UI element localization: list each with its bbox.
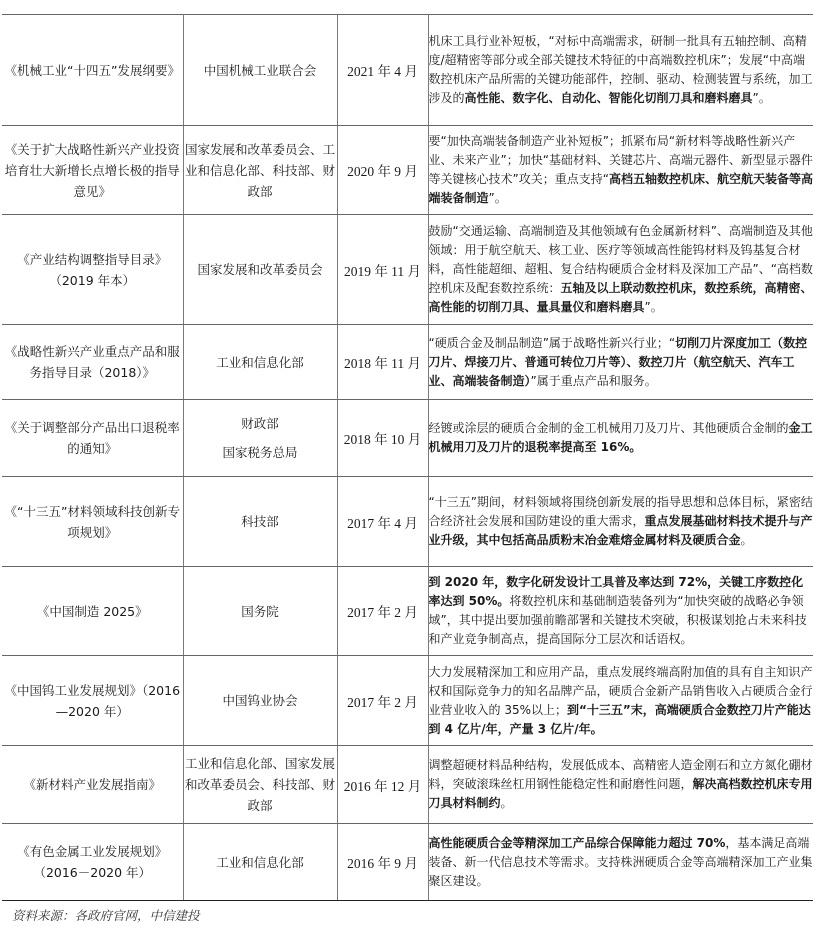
policy-content-cell (428, 567, 813, 656)
content-text: ”。 (644, 300, 663, 314)
content-text: 机床工具行业补短板，“对标中高端需求，研制一批具有五轴控制、高精度/超精密等部分或全部关键技术特征的中高端数控机床”；发展“中高端数控机床产品所需的关键功能部件，控制、驱动、检测装置与系统，加工涉及的 (428, 34, 813, 105)
highlighted-text: 、数控刀片（航空航天、汽车工业、高端装备制造） (428, 354, 795, 388)
issuing-agency-text: 中国机械工业联合会 (203, 62, 317, 78)
content-text: 经镀或涂层的硬质合金制的金工机械用刀及刀片、其他硬质合金制的 (428, 421, 789, 435)
table-row (2, 656, 813, 746)
issue-date-cell: 2018 年 11 月 (337, 325, 428, 400)
source-note: 资料来源：各政府官网，中信建投 (12, 908, 200, 923)
policy-table (2, 14, 813, 901)
policy-name-cell: 《关于调整部分产品出口退税率的通知》 (2, 400, 183, 477)
issuing-agency-cell (183, 15, 337, 126)
issue-date-cell: 2019 年 11 月 (337, 215, 428, 325)
highlighted-text: 高性能硬质合金等精深加工产品综合保障能力超过 70% (428, 835, 726, 850)
issue-date-cell: 2016 年 9 月 (337, 824, 428, 901)
table-row (2, 400, 813, 477)
policy-name-cell: 《产业结构调整指导目录》（2019 年本） (2, 215, 183, 325)
policy-name-cell: 《中国钨工业发展规划》（2016—2020 年） (2, 656, 183, 746)
policy-content-cell (428, 746, 813, 824)
table-row (2, 567, 813, 656)
policy-name-cell: 《新材料产业发展指南》 (2, 746, 183, 824)
content-text: 。 (500, 796, 513, 810)
issuing-agency-text: 财政部 (241, 416, 279, 431)
issuing-agency-text: 国务院 (241, 603, 279, 619)
policy-content-cell (428, 15, 813, 126)
issue-date-cell: 2021 年 4 月 (337, 15, 428, 126)
content-text: ”。 (752, 91, 771, 105)
highlighted-text: 金工机械用刀及刀片的退税率提高至 16%。 (428, 421, 813, 454)
issue-date-cell: 2017 年 4 月 (337, 477, 428, 567)
issuing-agency-cell (183, 824, 337, 901)
table-row (2, 126, 813, 215)
highlighted-text: 高档五轴数控机床、航空航天装备等高端装备制造 (428, 172, 813, 205)
issuing-agency-text: 工业和信息化部 (216, 854, 304, 870)
policy-content-cell (428, 824, 813, 901)
highlighted-text: 到“十三五”末，高端硬质合金数控刀片产能达到 4 亿片/年，产量 3 亿片/年。 (428, 702, 811, 736)
content-text: “硬质合金及制品制造”属于战略性新兴行业；“ (428, 335, 676, 350)
policy-content-cell (428, 126, 813, 215)
content-text: 要“加快高端装备制造产业补短板”；抓紧布局“新材料等战略性新兴产业、未来产业”；加快“基础材料、关键芯片、高端元器件、新型显示器件等关键核心技术”攻关；重点支持“ (428, 134, 813, 186)
content-text: ”。 (488, 191, 507, 205)
highlighted-text: 切削刀片深度加工（数控刀片、焊接刀片、普通可转位刀片等） (428, 335, 808, 369)
issuing-agency-text: 科技部 (241, 514, 279, 529)
highlighted-text: 重点发展基础材料技术提升与产业升级，其中包括高品质粉末冶金难熔金属材料及硬质合金 (428, 514, 813, 547)
policy-name-cell: 《机械工业“十四五”发展纲要》 (2, 15, 183, 126)
content-text: 鼓励“交通运输、高端制造及其他领域有色金属新材料”、高端制造及其他领域：用于航空航天、核工业、医疗等领域高性能钨材料及钨基复合材料，高性能超细、超粗、复合结构硬质合金材料及深加工产品”、“高档数控机床及配套数控系统： (428, 224, 813, 295)
policy-content-cell (428, 400, 813, 477)
policy-name-cell: 《有色金属工业发展规划》（2016－2020 年） (2, 824, 183, 901)
policy-content-cell (428, 656, 813, 746)
content-text: ”属于重点产品和服务。 (530, 373, 657, 388)
issue-date-cell: 2018 年 10 月 (337, 400, 428, 477)
issuing-agency-text: 国家发展和改革委员会、工业和信息化部、科技部、财政部 (184, 141, 335, 199)
issue-date-cell: 2020 年 9 月 (337, 126, 428, 215)
issuing-agency-cell (183, 325, 337, 400)
highlighted-text: 高性能、数字化、自动化、智能化切削刀具和磨料磨具 (464, 91, 753, 105)
issuing-agency-text: 工业和信息化部、国家发展和改革委员会、科技部、财政部 (184, 756, 335, 813)
highlighted-text: 到 2020 年，数字化研发设计工具普及率达到 72%，关键工序数控化率达到 50%。 (428, 575, 804, 608)
issuing-agency-cell (183, 477, 337, 567)
table-row (2, 824, 813, 901)
policy-name-cell: 《战略性新兴产业重点产品和服务指导目录（2018）》 (2, 325, 183, 400)
policy-name-cell: 《中国制造 2025》 (2, 567, 183, 656)
content-text: 。 (740, 533, 753, 547)
table-row (2, 215, 813, 325)
policy-table-body (2, 15, 813, 901)
highlighted-text: 五轴及以上联动数控机床，数控系统，高精密、高性能的切削刀具、量具量仪和磨料磨具 (428, 281, 813, 314)
highlighted-text: 解决高档数控机床专用刀具材料制约 (428, 777, 813, 810)
table-row (2, 325, 813, 400)
issuing-agency-text: 国家发展和改革委员会 (197, 262, 323, 277)
content-text: 将数控机床和基础制造装备列为“加快突破的战略必争领域”，其中提出要加强前瞻部署和关键技术突破，积极谋划抢占未来科技和产业竞争制高点，提高国际分工层次和话语权。 (428, 594, 807, 646)
content-text: 大力发展精深加工和应用产品，重点发展终端高附加值的具有自主知识产权和国际竞争力的知名品牌产品，硬质合金新产品销售收入占硬质合金行业营业收入的 35%以上； (428, 664, 813, 717)
policy-content-cell (428, 215, 813, 325)
policy-content-cell (428, 477, 813, 567)
table-row (2, 477, 813, 567)
issuing-agency-cell (183, 746, 337, 824)
issuing-agency-cell (183, 400, 337, 477)
issuing-agency-cell (183, 126, 337, 215)
issuing-agency-text: 工业和信息化部 (216, 354, 304, 370)
table-row (2, 746, 813, 824)
policy-name-cell: 《“十三五”材料领域科技创新专项规划》 (2, 477, 183, 567)
issue-date-cell: 2016 年 12 月 (337, 746, 428, 824)
content-text: ，基本满足高端装备、新一代信息技术等需求。支持株洲硬质合金等高端精深加工产业集聚区建设。 (428, 835, 813, 888)
content-text: 调整超硬材料品种结构，发展低成本、高精密人造金刚石和立方氮化硼材料，突破滚珠丝杠用钢性能稳定性和耐磨性问题， (428, 758, 813, 791)
issuing-agency-cell (183, 567, 337, 656)
policy-name-cell: 《关于扩大战略性新兴产业投资培育壮大新增长点增长极的指导意见》 (2, 126, 183, 215)
policy-content-cell (428, 325, 813, 400)
issue-date-cell: 2017 年 2 月 (337, 567, 428, 656)
issuing-agency-cell (183, 656, 337, 746)
issuing-agency-text: 中国钨业协会 (222, 693, 298, 708)
content-text: “十三五”期间，材料领域将围绕创新发展的指导思想和总体目标，紧密结合经济社会发展和国防建设的重大需求， (428, 495, 813, 528)
table-row (2, 15, 813, 126)
issuing-agency-text: 国家税务总局 (222, 445, 298, 460)
issuing-agency-cell (183, 215, 337, 325)
issue-date-cell: 2017 年 2 月 (337, 656, 428, 746)
